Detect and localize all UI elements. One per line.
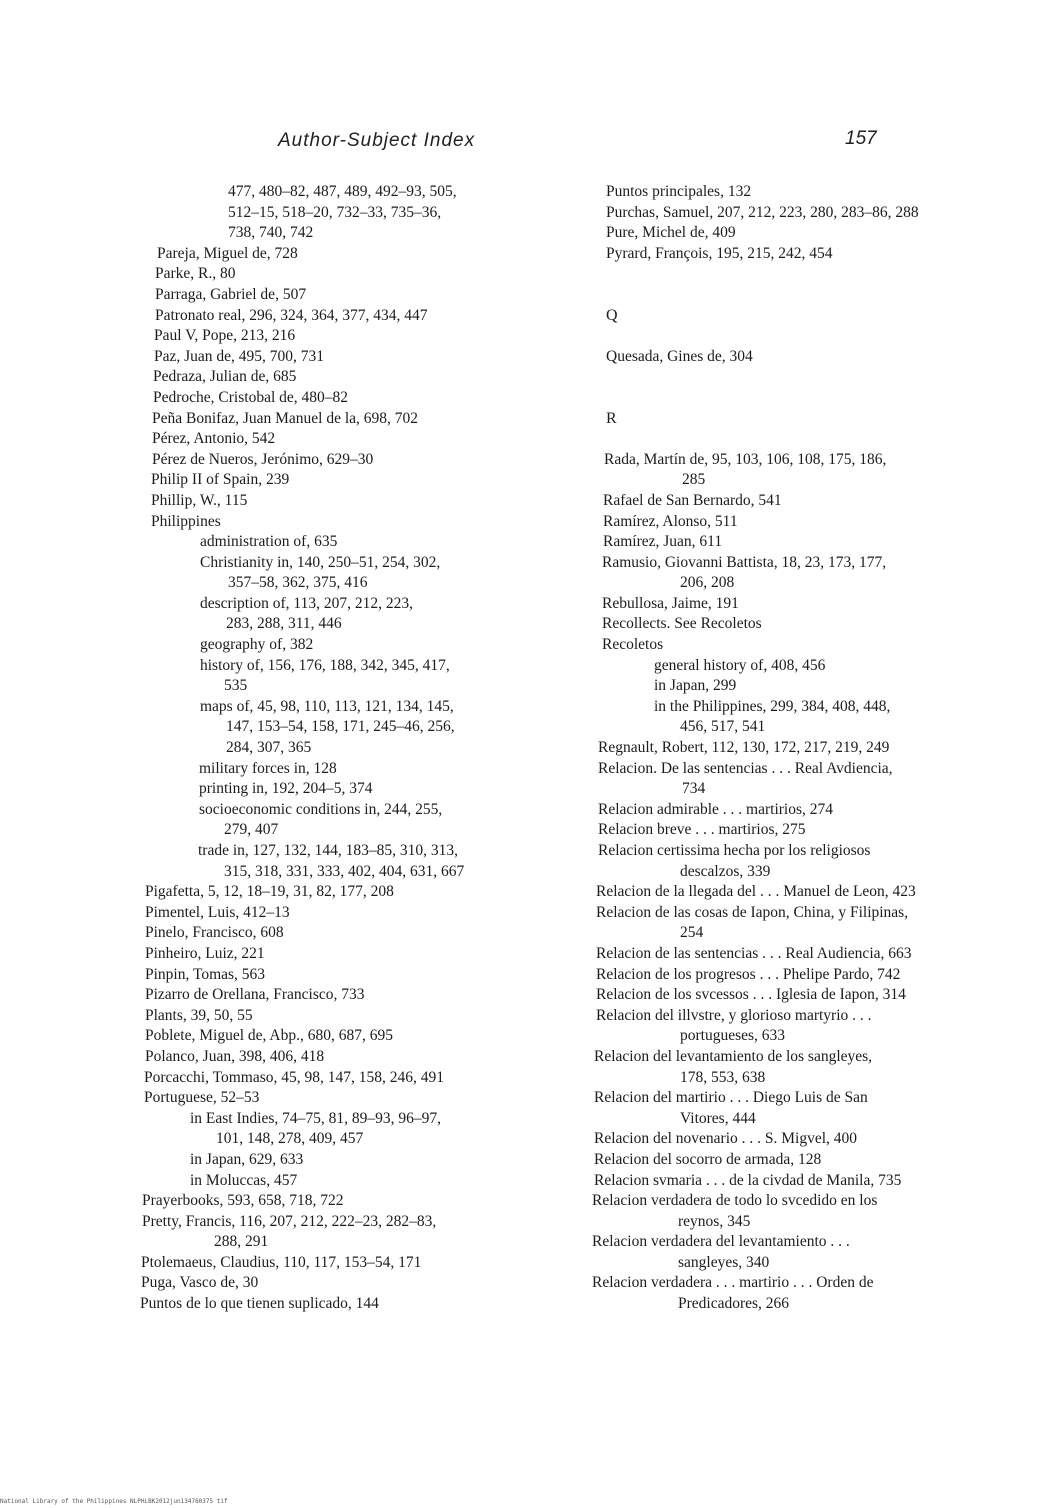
index-entry: 254: [680, 924, 704, 942]
index-entry: Prayerbooks, 593, 658, 718, 722: [142, 1192, 344, 1210]
index-entry: Pinheiro, Luiz, 221: [145, 944, 265, 962]
index-entry: Pérez de Nueros, Jerónimo, 629–30: [152, 450, 374, 468]
index-entry: Puntos de lo que tienen suplicado, 144: [140, 1295, 379, 1313]
blank-line: [592, 285, 1022, 306]
index-entry: Rada, Martín de, 95, 103, 106, 108, 175, 186,: [604, 450, 887, 468]
index-entry: 357–58, 362, 375, 416: [228, 574, 368, 592]
index-entry: printing in, 192, 204–5, 374: [199, 780, 373, 798]
index-entry: Pinpin, Tomas, 563: [145, 965, 266, 983]
index-entry: 738, 740, 742: [228, 224, 314, 242]
blank-line: [592, 326, 1022, 347]
index-entry: Puntos principales, 132: [606, 183, 752, 200]
index-entry: Peña Bonifaz, Juan Manuel de la, 698, 702: [152, 409, 419, 427]
index-entry: Relacion de los svcessos . . . Iglesia de Iapon, 314: [596, 986, 906, 1004]
index-entry: 147, 153–54, 158, 171, 245–46, 256,: [226, 718, 455, 736]
index-entry: Patronato real, 296, 324, 364, 377, 434, 447: [155, 306, 428, 324]
index-entry: Pérez, Antonio, 542: [152, 430, 276, 448]
section-letter: R: [606, 409, 617, 427]
index-entry: 285: [682, 471, 706, 489]
index-entry: Philippines: [151, 512, 221, 530]
index-entry: 315, 318, 331, 333, 402, 404, 631, 667: [224, 862, 465, 880]
index-entry: Pedraza, Julian de, 685: [153, 368, 297, 386]
index-entry: Portuguese, 52–53: [144, 1089, 260, 1107]
scan-footer: National Library of the Philippines NLPHLBK2012jun134760375 tif: [0, 1498, 228, 1505]
page-number: 157: [845, 128, 877, 149]
index-entry: in Moluccas, 457: [190, 1171, 298, 1189]
index-entry: 456, 517, 541: [680, 718, 766, 736]
index-column-left: [140, 182, 560, 1315]
index-entry: 734: [682, 780, 706, 798]
index-entry: Relacion del illvstre, y glorioso martyrio . . .: [596, 1006, 872, 1024]
index-entry: reynos, 345: [678, 1212, 751, 1230]
index-entry: Parraga, Gabriel de, 507: [155, 285, 307, 303]
index-entry: in Japan, 299: [654, 677, 737, 695]
index-entry: Phillip, W., 115: [151, 491, 248, 509]
index-entry: sangleyes, 340: [678, 1253, 770, 1271]
index-entry: 512–15, 518–20, 732–33, 735–36,: [228, 203, 442, 221]
index-entry: in East Indies, 74–75, 81, 89–93, 96–97,: [190, 1109, 441, 1127]
index-entry: Relacion verdadera del levantamiento . . .: [592, 1233, 850, 1251]
index-entry: Purchas, Samuel, 207, 212, 223, 280, 283–86, 288: [606, 203, 919, 221]
index-entry: Pyrard, François, 195, 215, 242, 454: [606, 244, 833, 262]
index-entry: Rafael de San Bernardo, 541: [603, 491, 782, 509]
index-entry: Relacion del novenario . . . S. Migvel, 400: [594, 1130, 858, 1148]
index-entry: Rebullosa, Jaime, 191: [602, 594, 739, 612]
blank-line: [592, 367, 1022, 388]
index-entry: Ramusio, Giovanni Battista, 18, 23, 173, 177,: [602, 553, 887, 571]
index-entry: Pedroche, Cristobal de, 480–82: [153, 388, 349, 406]
index-entry: Relacion breve . . . martirios, 275: [598, 821, 806, 839]
index-entry: Ramírez, Alonso, 511: [603, 512, 738, 530]
index-entry: Paz, Juan de, 495, 700, 731: [154, 347, 325, 365]
blank-line: [592, 429, 1022, 450]
index-entry: history of, 156, 176, 188, 342, 345, 417,: [200, 656, 450, 674]
index-column-right: [592, 182, 1022, 1315]
index-entry: Paul V, Pope, 213, 216: [154, 327, 296, 345]
index-entry: in the Philippines, 299, 384, 408, 448,: [654, 697, 891, 715]
blank-line: [592, 264, 1022, 285]
index-entry: 279, 407: [224, 821, 279, 839]
index-entry: Recollects. See Recoletos: [602, 615, 762, 633]
index-entry: Philip II of Spain, 239: [151, 471, 290, 489]
index-entry: 288, 291: [214, 1233, 269, 1251]
index-entry: Parke, R., 80: [155, 265, 236, 283]
index-entry: Relacion verdadera . . . martirio . . . Orden de: [592, 1274, 874, 1292]
index-entry: description of, 113, 207, 212, 223,: [200, 594, 413, 612]
index-entry: maps of, 45, 98, 110, 113, 121, 134, 145,: [200, 697, 454, 715]
index-entry: Relacion verdadera de todo lo svcedido en los: [592, 1192, 878, 1210]
index-entry: 283, 288, 311, 446: [226, 615, 342, 633]
index-entry: Pretty, Francis, 116, 207, 212, 222–23, 282–83,: [142, 1212, 437, 1230]
index-entry: Plants, 39, 50, 55: [145, 1006, 253, 1024]
index-entry: Pimentel, Luis, 412–13: [145, 903, 290, 921]
blank-line: [592, 388, 1022, 409]
index-entry: 535: [224, 677, 248, 695]
index-entry: 477, 480–82, 487, 489, 492–93, 505,: [228, 183, 457, 200]
index-entry: Relacion del socorro de armada, 128: [594, 1150, 822, 1168]
index-entry: Porcacchi, Tommaso, 45, 98, 147, 158, 246, 491: [144, 1068, 444, 1086]
index-entry: 284, 307, 365: [226, 739, 312, 757]
index-entry: Christianity in, 140, 250–51, 254, 302,: [200, 553, 441, 571]
index-entry: Pure, Michel de, 409: [606, 224, 736, 242]
index-entry: Quesada, Gines de, 304: [606, 347, 753, 365]
index-entry: geography of, 382: [200, 636, 314, 654]
index-entry: Ramírez, Juan, 611: [603, 533, 723, 551]
index-entry: 206, 208: [680, 574, 735, 592]
index-entry: in Japan, 629, 633: [190, 1150, 304, 1168]
index-entry: socioeconomic conditions in, 244, 255,: [199, 800, 443, 818]
index-entry: Relacion del martirio . . . Diego Luis de San: [594, 1089, 868, 1107]
index-entry: Pinelo, Francisco, 608: [145, 924, 284, 942]
index-entry: Relacion. De las sentencias . . . Real Avdiencia,: [598, 759, 893, 777]
index-entry: Polanco, Juan, 398, 406, 418: [145, 1047, 325, 1065]
index-entry: Recoletos: [602, 636, 664, 654]
index-entry: 101, 148, 278, 409, 457: [216, 1130, 364, 1148]
index-entry: military forces in, 128: [199, 759, 337, 777]
index-entry: Ptolemaeus, Claudius, 110, 117, 153–54, 171: [141, 1253, 422, 1271]
index-entry: general history of, 408, 456: [654, 656, 826, 674]
index-entry: portugueses, 633: [680, 1027, 786, 1045]
index-entry: Relacion de los progresos . . . Phelipe Pardo, 742: [596, 965, 901, 983]
index-entry: Relacion de la llegada del . . . Manuel de Leon, 423: [596, 883, 916, 901]
index-entry: administration of, 635: [200, 533, 338, 551]
index-entry: Relacion svmaria . . . de la civdad de Manila, 735: [594, 1171, 902, 1189]
index-entry: Pareja, Miguel de, 728: [157, 244, 298, 262]
index-entry: Pizarro de Orellana, Francisco, 733: [145, 986, 365, 1004]
index-entry: Relacion de las sentencias . . . Real Audiencia, 663: [596, 944, 912, 962]
running-head-title: Author-Subject Index: [278, 130, 476, 151]
index-entry: descalzos, 339: [680, 862, 771, 880]
index-entry: 178, 553, 638: [680, 1068, 766, 1086]
index-entry: Relacion de las cosas de Iapon, China, y Filipinas,: [596, 903, 909, 921]
index-entry: Poblete, Miguel de, Abp., 680, 687, 695: [145, 1027, 393, 1045]
index-entry: Relacion certissima hecha por los religiosos: [598, 842, 871, 859]
index-entry: Regnault, Robert, 112, 130, 172, 217, 219, 249: [598, 739, 890, 757]
index-entry: Vitores, 444: [680, 1109, 756, 1127]
section-letter: Q: [606, 306, 618, 324]
index-entry: Relacion del levantamiento de los sangleyes,: [594, 1047, 873, 1065]
index-entry: Puga, Vasco de, 30: [141, 1274, 259, 1292]
index-entry: Predicadores, 266: [678, 1295, 790, 1313]
index-entry: Pigafetta, 5, 12, 18–19, 31, 82, 177, 208: [145, 883, 394, 901]
index-entry: Relacion admirable . . . martirios, 274: [598, 800, 834, 818]
index-entry: trade in, 127, 132, 144, 183–85, 310, 313,: [198, 842, 459, 859]
